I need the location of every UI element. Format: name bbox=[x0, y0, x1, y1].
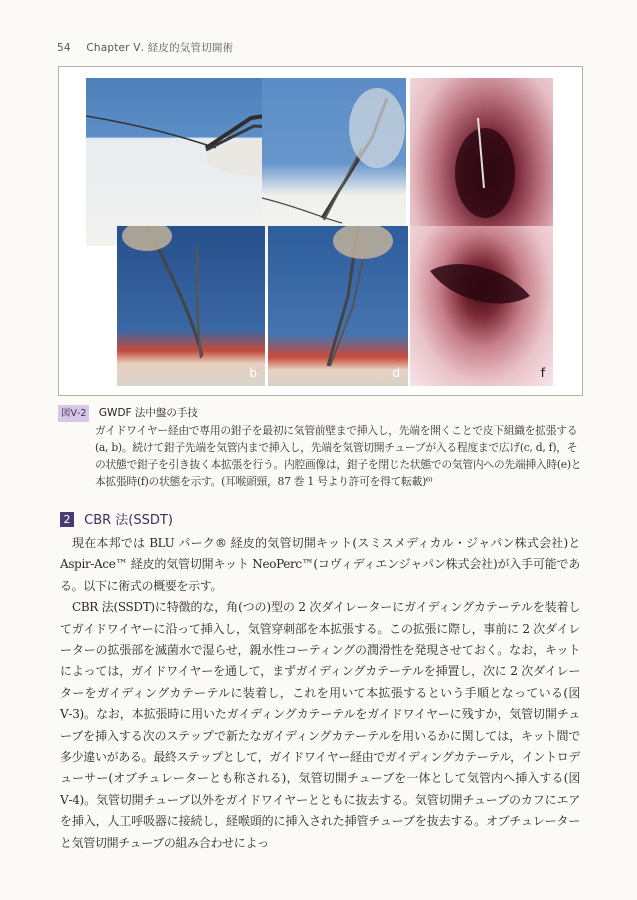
photo-panel-b bbox=[117, 226, 265, 386]
chapter-title: Chapter Ⅴ. 経皮的気管切開術 bbox=[86, 42, 234, 54]
section-number: 2 bbox=[60, 512, 74, 527]
section-title: CBR 法(SSDT) bbox=[84, 513, 173, 528]
forceps-illustration-b bbox=[117, 226, 265, 386]
body-text bbox=[60, 533, 580, 854]
caption-text: ガイドワイヤー経由で専用の鉗子を最初に気管前壁まで挿入し，先端を開くことで皮下組織を拡張する(a, b)。続けて鉗子先端を気管内まで挿入し，先端を気管切開チューブが入る程度まで広げ(c, d, f)，その状態で鉗子を引き抜く本拡張を行う。内腔画像は，鉗子を閉じた状態での気管内への先端挿入時(e)と本拡張時(f)の状態を示す。(耳喉頭頸，87 巻 1 号より許可を得て転載)⁶⁾ bbox=[95, 424, 582, 488]
figure-title: GWDF 法中盤の手技 bbox=[98, 407, 198, 419]
photo-panel-d bbox=[268, 226, 408, 386]
endoscopic-image-f bbox=[410, 226, 553, 386]
panel-label-d: d bbox=[392, 366, 400, 380]
section-heading bbox=[60, 509, 173, 528]
panel-label-f: f bbox=[540, 366, 545, 380]
page-number: 54 bbox=[57, 42, 71, 54]
figure-caption bbox=[58, 404, 582, 490]
figure-v-2 bbox=[58, 66, 583, 396]
forceps-illustration-d bbox=[268, 226, 408, 386]
running-header bbox=[57, 40, 233, 55]
paragraph-2: CBR 法(SSDT)に特徴的な，角(つの)型の 2 次ダイレーターにガイディングカテーテルを装着してガイドワイヤーに沿って挿入し，気管穿刺部を本拡張する。この拡張に際し，事前に 2 次ダイレーターの拡張部を滅菌水で湿らせ，親水性コーティングの潤滑性を発現させておく。なお，キットによっては，ガイドワイヤーを通して，まずガイディングカテーテルを挿置し，次に 2 次ダイレーターをガイディングカテーテルに装着し，これを用いて本拡張するという手順となっている(図Ⅴ-3)。なお，本拡張時に用いたガイディングカテーテルをガイドワイヤーに残すか，気管切開チューブを挿入する次のステップで新たなガイディングカテーテルを用いるかに関しては，キット間で多少違いがある。最終ステップとして，ガイドワイヤー経由でガイディングカテーテル，イントロデューサー(オブチュレーターとも称される)，気管切開チューブを一体として気管内へ挿入する(図Ⅴ-4)。気管切開チューブ以外をガイドワイヤーとともに抜去する。気管切開チューブのカフにエアを挿入，人工呼吸器に接続し，経喉頭的に挿入された挿管チューブを抜去する。オブチュレーターと気管切開チューブの組み合わせによっ bbox=[60, 600, 580, 850]
figure-label: 図Ⅴ-2 bbox=[58, 405, 89, 422]
trachea-lumen-f bbox=[410, 226, 553, 386]
paragraph-1: 現在本邦では BLU パーク® 経皮的気管切開キット(スミスメディカル・ジャパン株式会社)と Aspir-Ace™ 経皮的気管切開キット NeoPerc™(コヴィディエンジャパン株式会社)が入手可能である。以下に術式の概要を示す。 bbox=[60, 536, 580, 593]
panel-label-b: b bbox=[249, 366, 257, 380]
